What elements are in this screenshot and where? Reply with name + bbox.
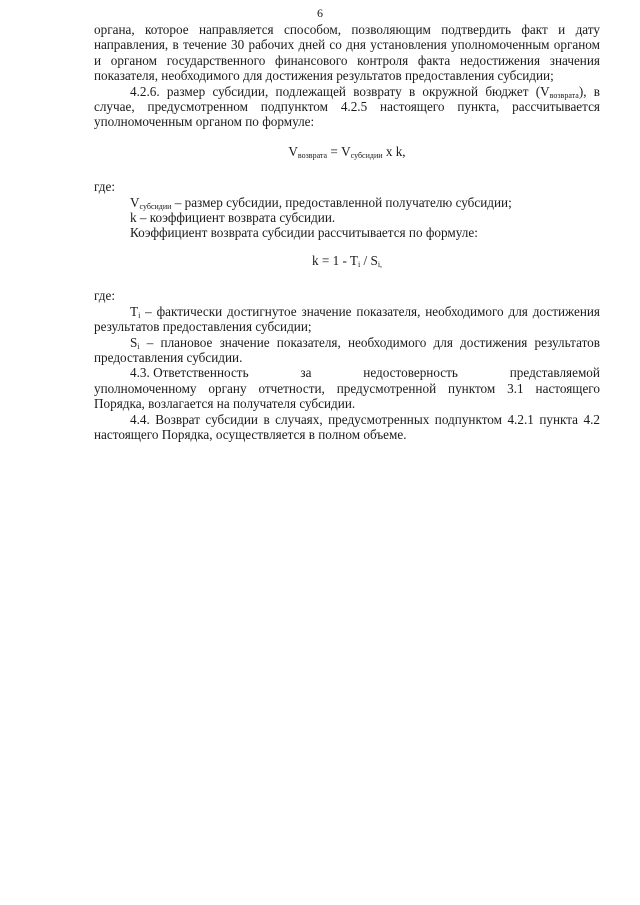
formula1-rhs: V xyxy=(341,143,351,159)
p426-v: V xyxy=(540,83,550,99)
def1-sym: V xyxy=(130,194,140,210)
paragraph-continuation: органа, которое направляется способом, позволяющим подтвердить факт и дату направления, в течение 30 рабочих дней со дня установления уполномоченным органом и органом государственного финансового контроля факта недостижения значения показателя, необходимого для достижения результатов предоставления субсидии; xyxy=(94,22,600,84)
def3-sym-sub: i xyxy=(138,310,141,320)
def1-text: – размер субсидии, предоставленной получателю субсидии; xyxy=(171,194,512,210)
paragraph-coefficient: Коэффициент возврата субсидии рассчитывается по формуле: xyxy=(130,225,478,241)
p426-end: ), в случае, предусмотренном подпунктом 4.2.5 настоящего пункта, рассчитывается уполномоченным органом по формуле: xyxy=(94,83,600,130)
formula1-rhs-sub: субсидии xyxy=(350,150,383,160)
def4-sym: S xyxy=(130,334,138,350)
formula1-eq: = xyxy=(327,143,342,159)
definition-k: k – коэффициент возврата субсидии. xyxy=(130,210,336,226)
definition-v-subsidy xyxy=(94,195,600,210)
formula-coefficient xyxy=(94,253,600,268)
formula2-mid: / S xyxy=(360,252,378,268)
p426-v-sub: возврата xyxy=(549,90,579,100)
formula2-start: k = 1 - T xyxy=(311,252,358,268)
paragraph-4-3-rest: уполномоченному органу отчетности, предусмотренной пунктом 3.1 настоящего Порядка, возлагается на получателя субсидии. xyxy=(94,380,600,412)
def3-text: – фактически достигнутое значение показателя, необходимого для достижения результатов предоставления субсидии; xyxy=(94,303,600,335)
def3-sym: T xyxy=(130,303,139,319)
document-body xyxy=(94,22,600,442)
formula1-lhs-sub: возврата xyxy=(297,150,328,160)
where-label-2: где: xyxy=(94,288,115,304)
where-label-1: где: xyxy=(94,179,115,195)
p43-word-2: за xyxy=(300,365,312,381)
page-number: 6 xyxy=(317,6,323,20)
p43-word-4: представляемой xyxy=(509,365,600,381)
p426-start: 4.2.6. размер субсидии, подлежащей возврату в окружной бюджет ( xyxy=(130,83,541,99)
p43-word-3: недостоверность xyxy=(363,365,458,381)
formula1-tail: x k, xyxy=(382,143,406,159)
definition-t xyxy=(94,304,600,335)
formula2-s-sub: i, xyxy=(377,259,383,269)
formula2-t-sub: i xyxy=(357,259,361,269)
formula1-lhs: V xyxy=(288,143,298,159)
paragraph-4-2-6 xyxy=(94,84,600,130)
def4-sym-sub: i xyxy=(137,341,140,351)
paragraph-4-3-first-line xyxy=(94,365,600,380)
def1-sym-sub: субсидии xyxy=(139,201,172,211)
def4-text: – плановое значение показателя, необходимого для достижения результатов предоставления субсидии. xyxy=(94,334,600,365)
paragraph-4-4: 4.4. Возврат субсидии в случаях, предусмотренных подпунктом 4.2.1 пункта 4.2 настоящего Порядка, осуществляется в полном объеме. xyxy=(94,411,600,442)
formula-return-amount xyxy=(94,144,600,159)
definition-s xyxy=(94,335,600,366)
p43-word-1: 4.3. Ответственность xyxy=(130,365,249,381)
